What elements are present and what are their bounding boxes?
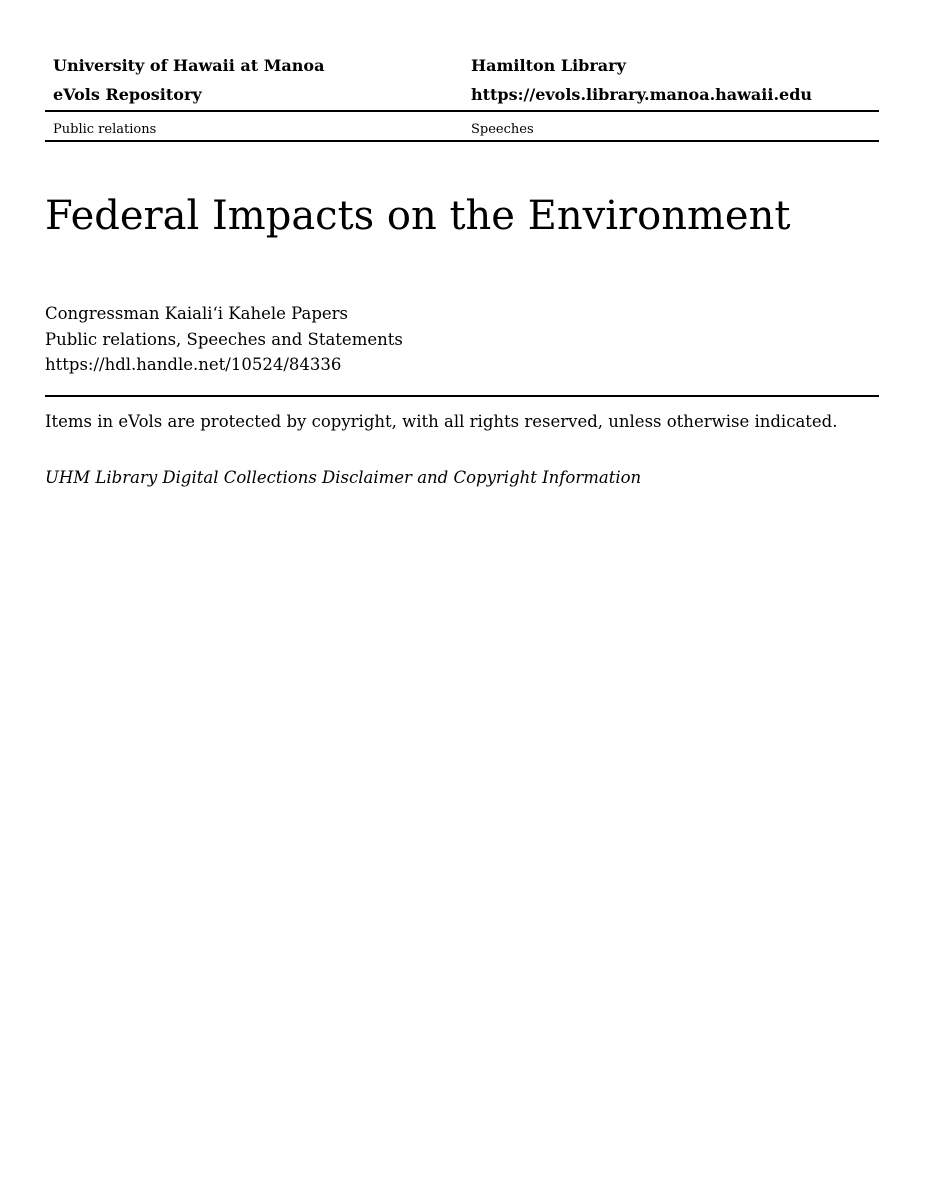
header-row-categories xyxy=(45,112,879,140)
copyright-notice: Items in eVols are protected by copyright, with all rights reserved, unless otherwise indicated. xyxy=(45,412,838,431)
header-row-repository xyxy=(45,79,879,110)
header-row-institution xyxy=(45,52,879,79)
repository-name: eVols Repository xyxy=(53,85,202,104)
section-divider xyxy=(45,395,879,397)
series-name: Public relations, Speeches and Statements xyxy=(45,329,403,349)
header-bottom-divider xyxy=(45,140,879,142)
document-title: Federal Impacts on the Environment xyxy=(45,193,791,239)
repository-url[interactable]: https://evols.library.manoa.hawaii.edu xyxy=(471,85,813,104)
collection-name: Congressman Kaialiʻi Kahele Papers xyxy=(45,304,349,323)
handle-link[interactable]: https://hdl.handle.net/10524/84336 xyxy=(45,355,342,375)
subcategory-label: Speeches xyxy=(471,122,534,137)
category-label: Public relations xyxy=(53,122,157,137)
university-name: University of Hawaii at Manoa xyxy=(53,56,325,75)
repository-header xyxy=(45,52,879,142)
library-name: Hamilton Library xyxy=(471,56,626,75)
disclaimer-link[interactable]: UHM Library Digital Collections Disclaimer and Copyright Information xyxy=(45,468,642,487)
document-metadata xyxy=(45,301,403,378)
